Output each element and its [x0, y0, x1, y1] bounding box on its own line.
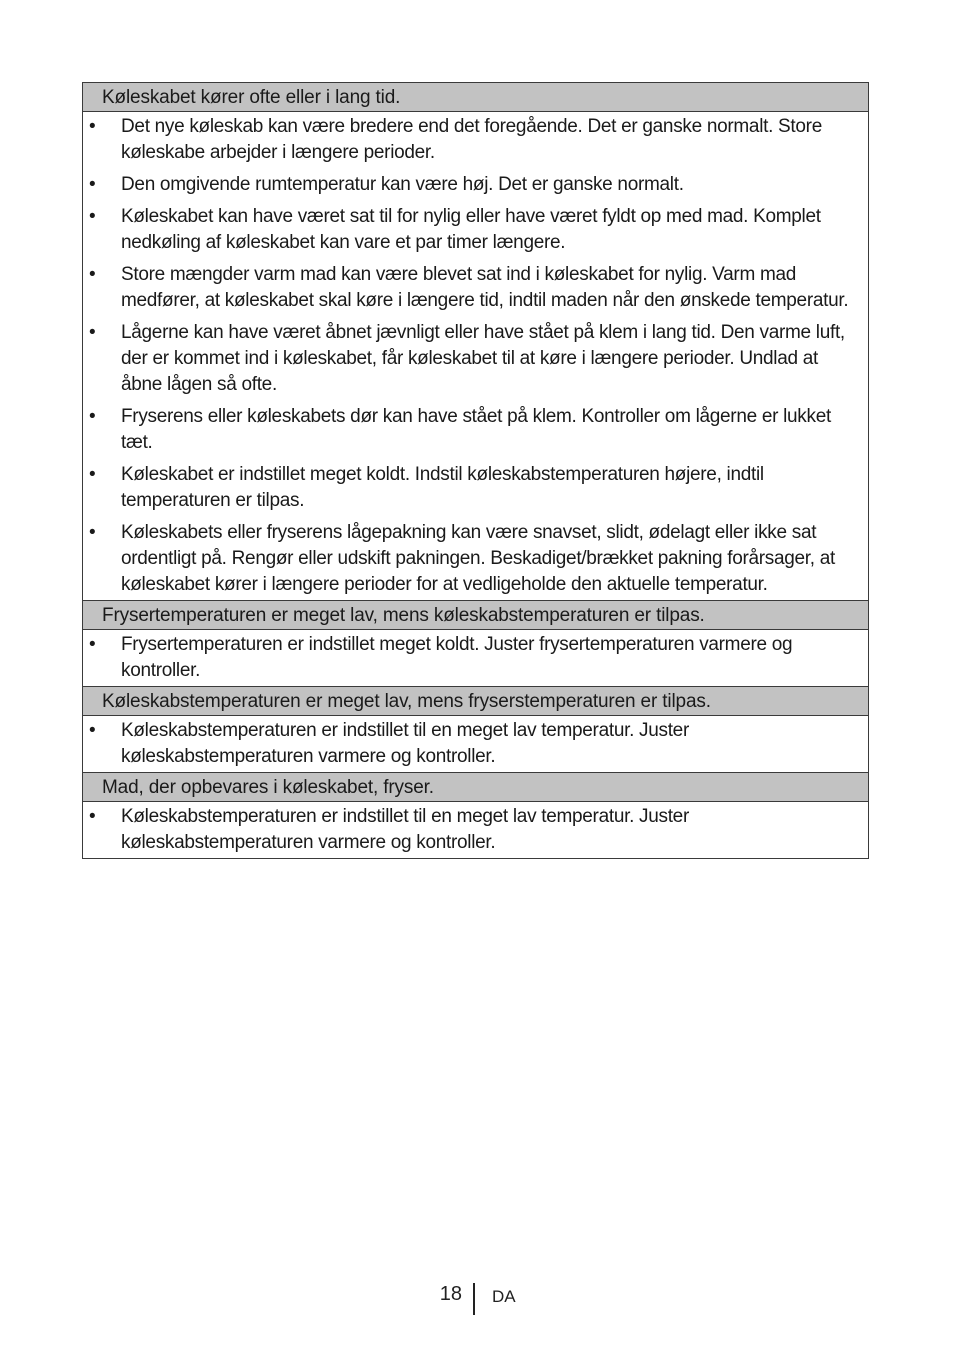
- list-item-text: Fryserens eller køleskabets dør kan have stået på klem. Kontroller om lågerne er lukket tæt.: [121, 406, 831, 453]
- list-item-text: Den omgivende rumtemperatur kan være høj. Det er ganske normalt.: [121, 174, 684, 195]
- bullet-icon: •: [89, 322, 96, 343]
- bullet-icon: •: [89, 720, 96, 741]
- bullet-list: [83, 112, 868, 600]
- list-item: [83, 520, 868, 598]
- section-header: Mad, der opbevares i køleskabet, fryser.: [83, 772, 868, 802]
- section-header: Køleskabstemperaturen er meget lav, mens fryserstemperaturen er tilpas.: [83, 686, 868, 716]
- list-item-text: Køleskabstemperaturen er indstillet til en meget lav temperatur. Juster køleskabstemperaturen varmere og kontroller.: [121, 806, 689, 853]
- bullet-list: [83, 630, 868, 686]
- list-item: [83, 204, 868, 256]
- section-runs-often: [83, 83, 868, 600]
- bullet-icon: •: [89, 406, 96, 427]
- list-item-text: Køleskabet er indstillet meget koldt. Indstil køleskabstemperaturen højere, indtil temperaturen er tilpas.: [121, 464, 764, 511]
- bullet-icon: •: [89, 522, 96, 543]
- list-item-text: Det nye køleskab kan være bredere end det foregående. Det er ganske normalt. Store køleskabe arbejder i længere perioder.: [121, 116, 822, 163]
- section-fridge-too-cold: [83, 686, 868, 772]
- section-freezer-too-cold: [83, 600, 868, 686]
- list-item: [83, 114, 868, 166]
- page-footer: [0, 1282, 954, 1316]
- footer-divider: [473, 1283, 475, 1315]
- list-item-text: Køleskabstemperaturen er indstillet til en meget lav temperatur. Juster køleskabstemperaturen varmere og kontroller.: [121, 720, 689, 767]
- list-item-text: Frysertemperaturen er indstillet meget koldt. Juster frysertemperaturen varmere og kontroller.: [121, 634, 793, 681]
- section-food-freezes: [83, 772, 868, 858]
- list-item-text: Lågerne kan have været åbnet jævnligt eller have stået på klem i lang tid. Den varme luft, der er kommet ind i køleskabet, får køleskabet til at køre i længere perioder. Undlad at åbne lågen så ofte.: [121, 322, 845, 395]
- bullet-icon: •: [89, 116, 96, 137]
- list-item: [83, 262, 868, 314]
- list-item: [83, 320, 868, 398]
- list-item: [83, 632, 868, 684]
- list-item: [83, 462, 868, 514]
- list-item-text: Store mængder varm mad kan være blevet sat ind i køleskabet for nylig. Varm mad medfører, at køleskabet skal køre i længere tid, indtil maden når den ønskede temperatur.: [121, 264, 849, 311]
- bullet-icon: •: [89, 174, 96, 195]
- bullet-icon: •: [89, 806, 96, 827]
- section-header: Køleskabet kører ofte eller i lang tid.: [83, 83, 868, 112]
- list-item-text: Køleskabet kan have været sat til for nylig eller have været fyldt op med mad. Komplet nedkøling af køleskabet kan vare et par timer længere.: [121, 206, 821, 253]
- list-item: [83, 172, 868, 198]
- list-item: [83, 804, 868, 856]
- section-header: Frysertemperaturen er meget lav, mens køleskabstemperaturen er tilpas.: [83, 600, 868, 630]
- page-number: 18: [439, 1283, 462, 1305]
- troubleshooting-table: [82, 82, 869, 859]
- bullet-icon: •: [89, 634, 96, 655]
- bullet-list: [83, 716, 868, 772]
- list-item: [83, 718, 868, 770]
- list-item-text: Køleskabets eller fryserens lågepakning kan være snavset, slidt, ødelagt eller ikke sat ordentligt på. Rengør eller udskift pakningen. Beskadiget/brækket pakning forårsager, at køleskabet kører i længere perioder for at vedligeholde den aktuelle temperatur.: [121, 522, 835, 595]
- bullet-icon: •: [89, 206, 96, 227]
- bullet-list: [83, 802, 868, 858]
- language-code: DA: [492, 1287, 516, 1306]
- bullet-icon: •: [89, 264, 96, 285]
- bullet-icon: •: [89, 464, 96, 485]
- list-item: [83, 404, 868, 456]
